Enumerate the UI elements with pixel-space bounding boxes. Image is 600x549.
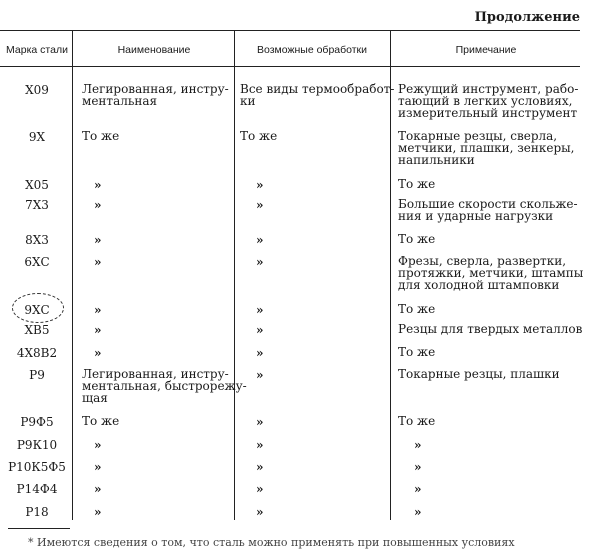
ditto-mark: »: [94, 460, 102, 474]
name-line: Легированная, инстру-: [82, 82, 229, 96]
steel-grade: Р10К5Ф5: [8, 460, 66, 474]
name-line: щая: [82, 391, 108, 405]
note-line: То же: [398, 232, 436, 246]
ditto-mark: »: [256, 198, 264, 212]
note-line: То же: [398, 302, 436, 316]
header-treatment: Возможные обработки: [256, 44, 368, 56]
header-name: Наименование: [117, 44, 191, 56]
note-line: Фрезы, сверла, развертки,: [398, 254, 567, 268]
header-note: Примечание: [455, 44, 517, 56]
ditto-mark: »: [94, 178, 102, 192]
ditto-mark: »: [256, 233, 264, 247]
note-line: Резцы для твердых металлов: [398, 322, 583, 336]
note-line: Токарные резцы, сверла,: [398, 129, 558, 143]
steel-grade: Р18: [25, 505, 49, 519]
ditto-mark: »: [94, 303, 102, 317]
ditto-mark: »: [256, 303, 264, 317]
ditto-mark: »: [94, 505, 102, 519]
ditto-mark: »: [414, 482, 422, 496]
note-line: То же: [398, 177, 436, 191]
note-line: То же: [398, 345, 436, 359]
footnote: * Имеются сведения о том, что сталь можно применять при повышенных условиях: [28, 536, 515, 549]
ditto-mark: »: [94, 438, 102, 452]
ditto-mark: »: [94, 482, 102, 496]
steel-grade: Р14Ф4: [16, 482, 58, 496]
table-top-rule: [0, 30, 580, 31]
note-line: Режущий инструмент, рабо-: [398, 82, 579, 96]
table-header-rule: [0, 66, 580, 67]
steel-grade: 9ХС: [24, 303, 50, 317]
steel-grade: Р9Ф5: [20, 415, 54, 429]
note-line: измерительный инструмент: [398, 106, 578, 120]
name-line: То же: [82, 414, 120, 428]
col-divider-3: [390, 30, 391, 520]
ditto-mark: »: [414, 460, 422, 474]
col-divider-1: [72, 30, 73, 520]
ditto-mark: »: [94, 346, 102, 360]
steel-grade: Х09: [25, 83, 49, 97]
name-line: ментальная, быстрорежу-: [82, 379, 247, 393]
header-grade: Марка стали: [6, 44, 68, 56]
steel-grade: 4Х8В2: [16, 346, 58, 360]
ditto-mark: »: [256, 482, 264, 496]
continuation-label: Продолжение: [474, 10, 580, 25]
steel-grade: 6ХС: [24, 255, 50, 269]
name-line: ментальная: [82, 94, 158, 108]
ditto-mark: »: [94, 255, 102, 269]
treatment-line: ки: [240, 94, 256, 108]
note-line: То же: [398, 414, 436, 428]
steel-grade: Х05: [25, 178, 49, 192]
steel-grade: 8Х3: [25, 233, 49, 247]
ditto-mark: »: [256, 415, 264, 429]
ditto-mark: »: [414, 438, 422, 452]
ditto-mark: »: [414, 505, 422, 519]
ditto-mark: »: [94, 198, 102, 212]
ditto-mark: »: [94, 233, 102, 247]
note-line: напильники: [398, 153, 475, 167]
note-line: Токарные резцы, плашки: [398, 367, 560, 381]
steel-grade: 7Х3: [25, 198, 49, 212]
name-line: Легированная, инстру-: [82, 367, 229, 381]
circle-annotation: [12, 293, 64, 323]
note-line: протяжки, метчики, штампы: [398, 266, 584, 280]
note-line: Большие скорости скольже-: [398, 197, 578, 211]
ditto-mark: »: [256, 346, 264, 360]
treatment-line: То же: [240, 129, 278, 143]
ditto-mark: »: [256, 323, 264, 337]
note-line: метчики, плашки, зенкеры,: [398, 141, 575, 155]
note-line: тающий в легких условиях,: [398, 94, 573, 108]
note-line: для холодной штамповки: [398, 278, 560, 292]
steel-grade: Р9: [29, 368, 45, 382]
ditto-mark: »: [256, 255, 264, 269]
col-divider-2: [234, 30, 235, 520]
steel-grade: Р9К10: [16, 438, 58, 452]
note-line: ния и ударные нагрузки: [398, 209, 554, 223]
ditto-mark: »: [256, 460, 264, 474]
ditto-mark: »: [256, 368, 264, 382]
ditto-mark: »: [94, 323, 102, 337]
ditto-mark: »: [256, 178, 264, 192]
ditto-mark: »: [256, 505, 264, 519]
ditto-mark: »: [256, 438, 264, 452]
footnote-rule: [8, 528, 70, 529]
steel-grade: 9Х: [28, 130, 46, 144]
steel-grade: ХВ5: [24, 323, 50, 337]
name-line: То же: [82, 129, 120, 143]
treatment-line: Все виды термообработ-: [240, 82, 395, 96]
